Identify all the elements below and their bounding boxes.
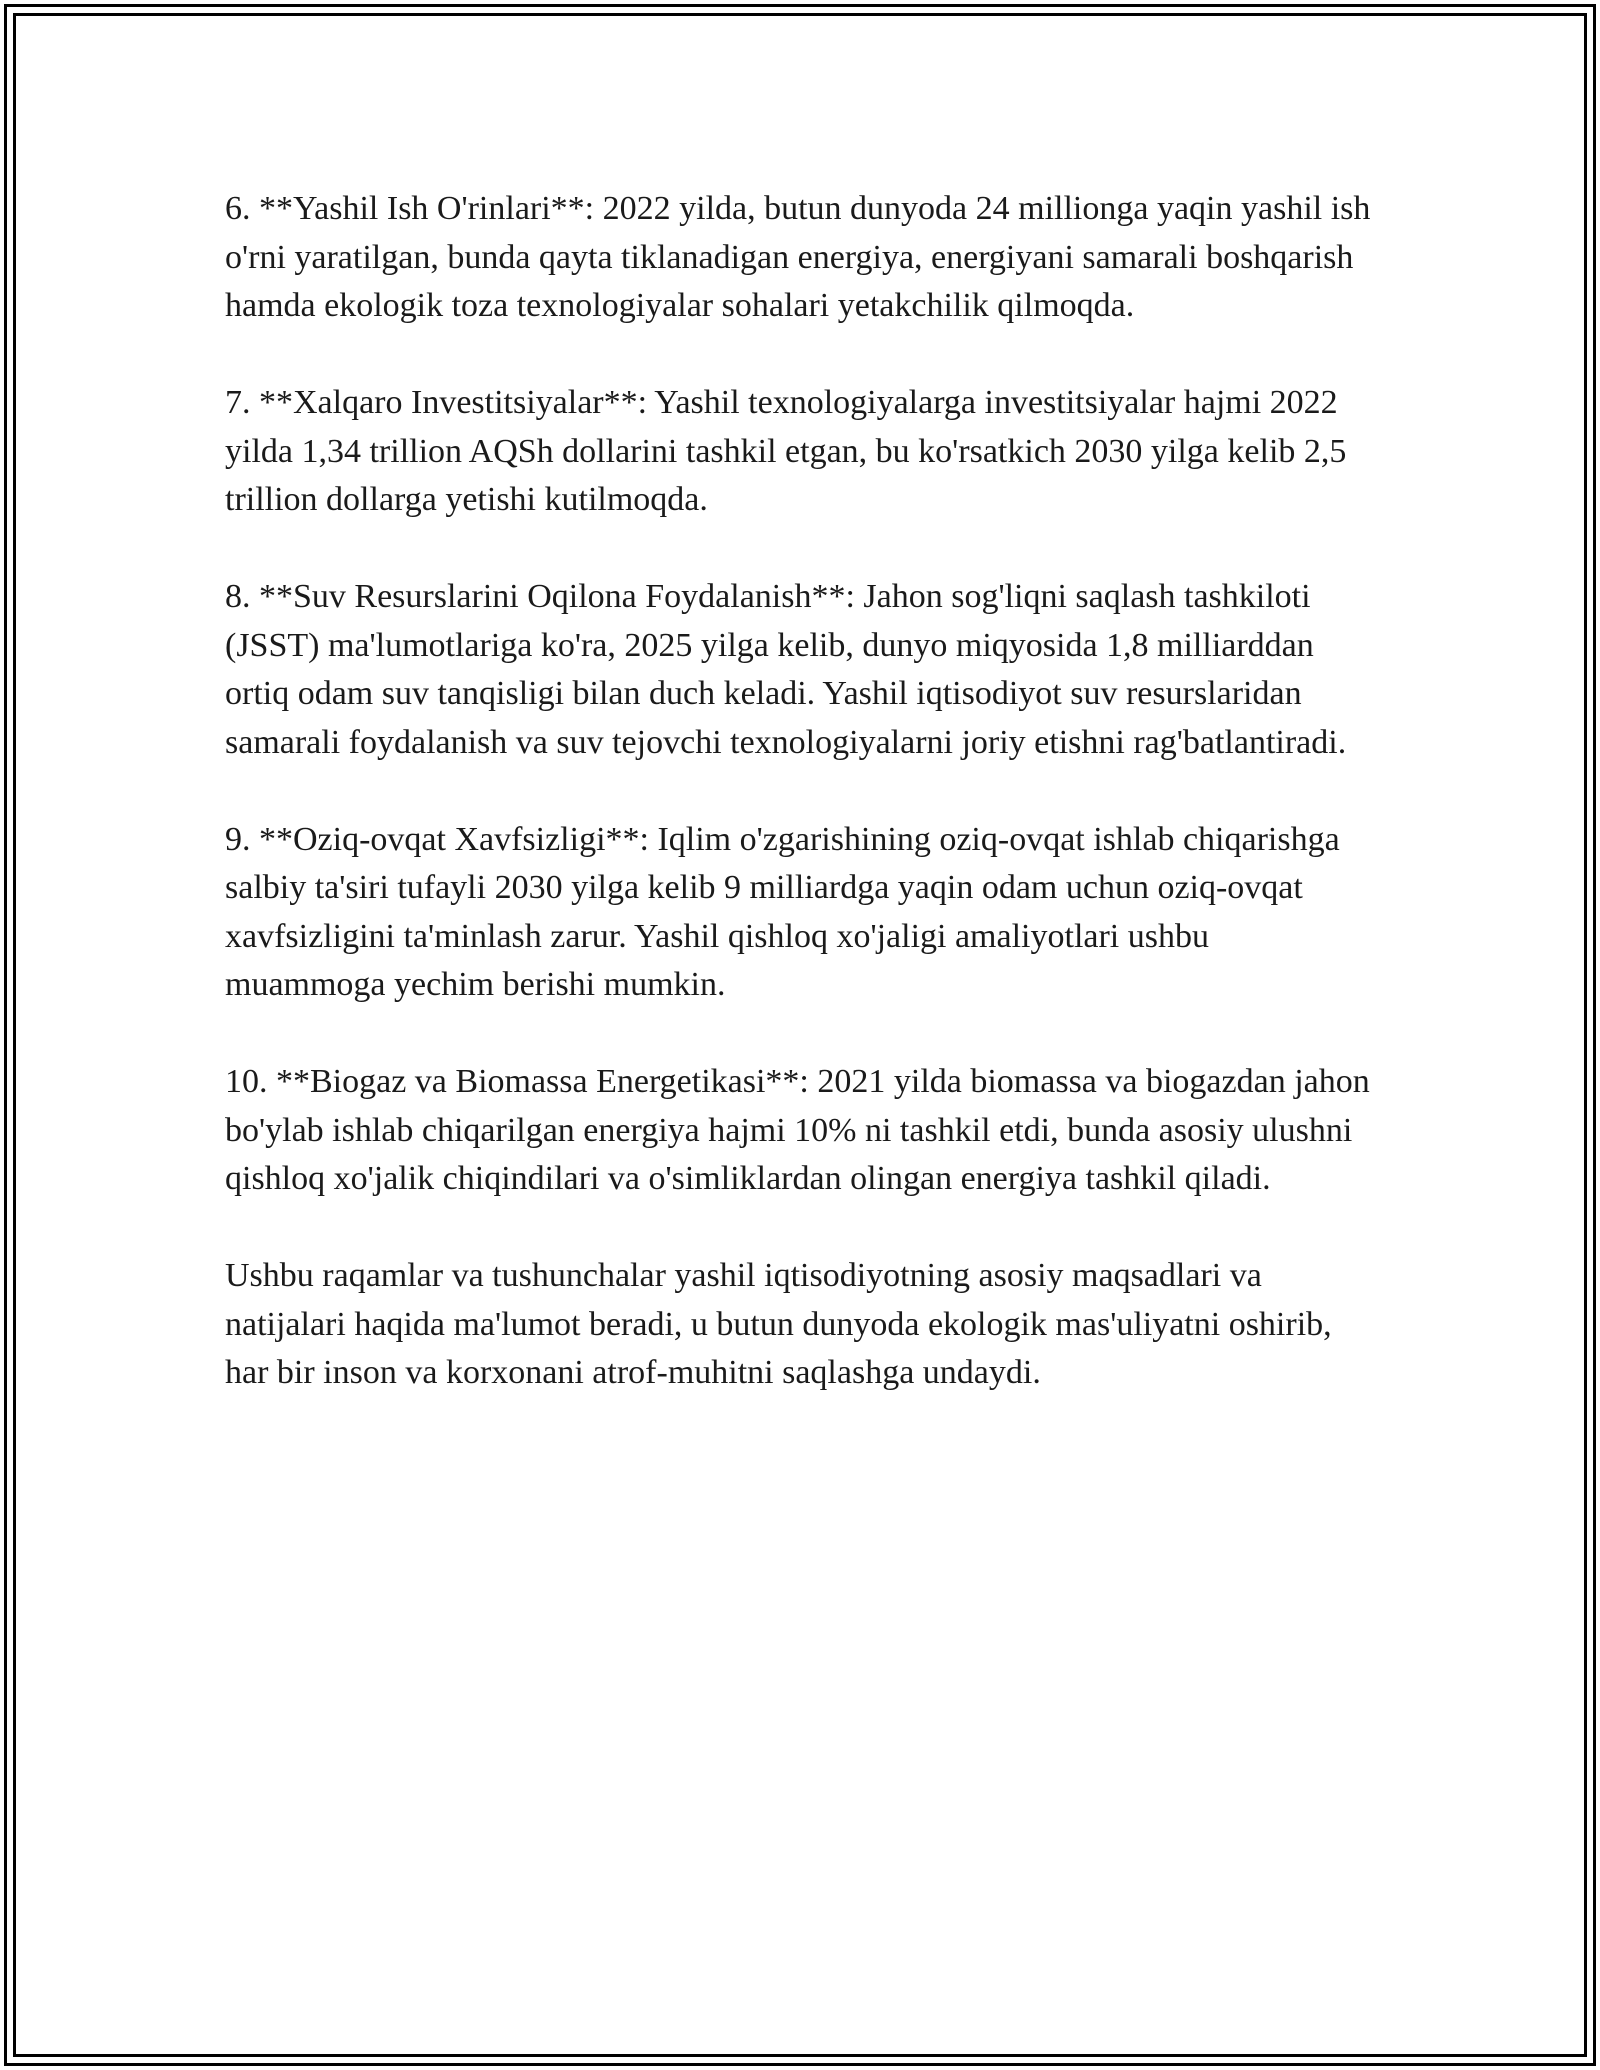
paragraph-biogas-biomass: 10. **Biogaz va Biomassa Energetikasi**: 2021 yilda biomassa va biogazdan jahon bo'ylab ishlab chiqarilgan energiya hajmi 10% ni tashkil etdi, bunda asosiy ulushni qishloq xo'jalik chiqindilari va o'simliklardan olingan energiya tashkil qiladi. bbox=[225, 1063, 1370, 1197]
paragraph-international-investments: 7. **Xalqaro Investitsiyalar**: Yashil texnologiyalarga investitsiyalar hajmi 2022 yilda 1,34 trillion AQSh dollarini tashkil etgan, bu ko'rsatkich 2030 yilga kelib 2,5 trillion dollarga yetishi kutilmoqda. bbox=[225, 384, 1347, 518]
paragraph-conclusion: Ushbu raqamlar va tushunchalar yashil iqtisodiyotning asosiy maqsadlari va natijalari haqida ma'lumot beradi, u butun dunyoda ekologik mas'uliyatni oshirib, har bir inson va korxonani atrof-muhitni saqlashga undaydi. bbox=[225, 1257, 1332, 1391]
paragraph-green-jobs: 6. **Yashil Ish O'rinlari**: 2022 yilda, butun dunyoda 24 millionga yaqin yashil ish o'rni yaratilgan, bunda qayta tiklanadigan energiya, energiyani samarali boshqarish hamda ekologik toza texnologiyalar sohalari yetakchilik qilmoqda. bbox=[225, 190, 1371, 324]
paragraph-water-resources: 8. **Suv Resurslarini Oqilona Foydalanish**: Jahon sog'liqni saqlash tashkiloti (JSST) ma'lumotlariga ko'ra, 2025 yilga kelib, dunyo miqyosida 1,8 milliarddan ortiq odam suv tanqisligi bilan duch keladi. Yashil iqtisodiyot suv resurslaridan samarali foydalanish va suv tejovchi texnologiyalarni joriy etishni rag'batlantiradi. bbox=[225, 578, 1347, 761]
paragraph-food-security: 9. **Oziq-ovqat Xavfsizligi**: Iqlim o'zgarishining oziq-ovqat ishlab chiqarishga salbiy ta'siri tufayli 2030 yilga kelib 9 milliardga yaqin odam uchun oziq-ovqat xavfsizligini ta'minlash zarur. Yashil qishloq xo'jaligi amaliyotlari ushbu muammoga yechim berishi mumkin. bbox=[225, 820, 1340, 1003]
document-body bbox=[225, 185, 1375, 1446]
